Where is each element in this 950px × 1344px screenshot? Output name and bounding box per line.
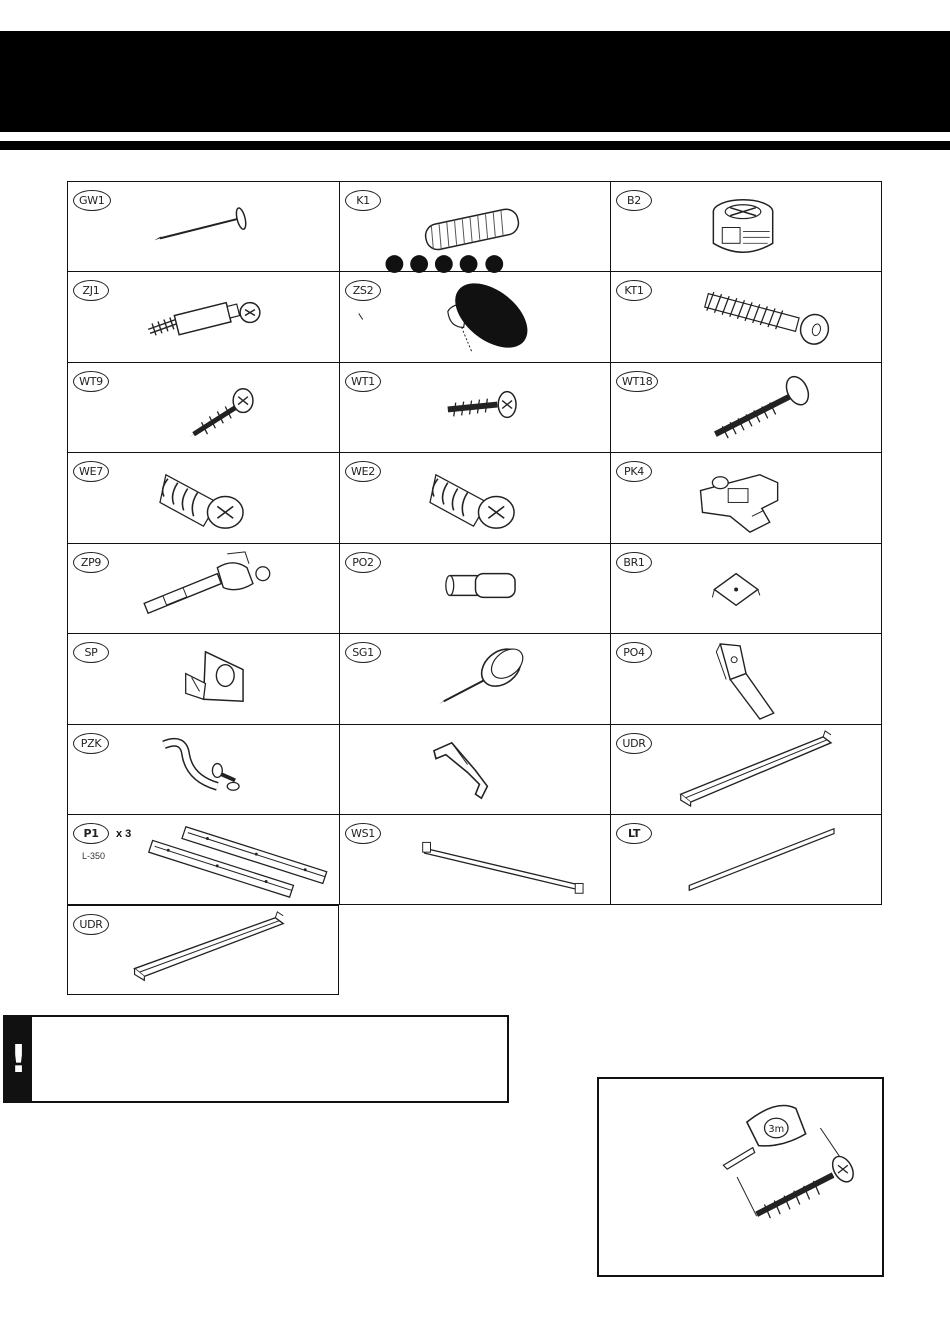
part-code: WE7: [73, 461, 109, 482]
corner-bracket-icon: [68, 634, 339, 724]
part-cell-pk4: [610, 452, 882, 543]
cover-cap-icon: [340, 272, 610, 362]
rail-icon: [611, 725, 881, 814]
part-code: PK4: [616, 461, 652, 482]
part-cell-pzk: [67, 724, 339, 814]
part-code: SG1: [345, 642, 381, 663]
handle-icon: [68, 725, 339, 814]
screw-icon: [340, 363, 610, 452]
part-cell-po4: [610, 633, 882, 724]
strip-icon: [611, 815, 881, 904]
rail-icon: [68, 906, 338, 994]
part-code: WT18: [616, 371, 658, 392]
part-cell-hex-key: [339, 724, 610, 814]
part-code: BR1: [616, 552, 652, 573]
euro-screw-icon: [68, 453, 339, 543]
part-code: WT1: [345, 371, 381, 392]
part-cell-zs2: [339, 271, 610, 362]
part-cell-sp: [67, 633, 339, 724]
tape-length-label: 3m: [768, 1123, 785, 1135]
nail-icon: [68, 182, 339, 271]
part-code: WT9: [73, 371, 109, 392]
glide-nail-icon: [340, 634, 610, 724]
warning-box: [3, 1015, 509, 1103]
confirmat-screw-icon: [611, 272, 881, 362]
parts-grid: [67, 181, 882, 995]
part-cell-zj1: [67, 271, 339, 362]
part-code: PO4: [616, 642, 652, 663]
dowel-icon: [340, 182, 610, 271]
part-code: KT1: [616, 280, 652, 301]
part-code: ZS2: [345, 280, 381, 301]
hanging-rail-icon: [340, 815, 610, 904]
header-rule: [0, 141, 950, 150]
part-code: SP: [73, 642, 109, 663]
quantity-label: x 3: [116, 828, 132, 840]
screw-icon: [68, 363, 339, 452]
part-cell-b2: [610, 181, 882, 271]
part-code: PO2: [345, 552, 381, 573]
exclamation-icon: !: [5, 1017, 32, 1101]
part-code: GW1: [73, 190, 111, 211]
part-cell-sg1: [339, 633, 610, 724]
screw-icon: [611, 363, 881, 452]
part-code: P1: [73, 823, 109, 844]
part-code: B2: [616, 190, 652, 211]
part-code: LT: [616, 823, 652, 844]
part-code: ZP9: [73, 552, 109, 573]
part-cell-br1: [610, 543, 882, 633]
part-cell-po2: [339, 543, 610, 633]
part-code: UDR: [616, 733, 652, 754]
part-code: UDR: [73, 914, 109, 935]
part-cell-we7: [67, 452, 339, 543]
drawer-slide-icon: [68, 815, 339, 904]
part-code: WS1: [345, 823, 381, 844]
euro-screw-icon: [340, 453, 610, 543]
part-cell-udr-b: [67, 905, 339, 995]
bracket-icon: [611, 544, 881, 633]
part-code: WE2: [345, 461, 381, 482]
hinge-icon: [68, 544, 339, 633]
part-cell-lt: [610, 814, 882, 905]
part-cell-wt18: [610, 362, 882, 452]
part-cell-zp9: [67, 543, 339, 633]
part-cell-k1: [339, 181, 610, 271]
part-cell-gw1: [67, 181, 339, 271]
part-cell-wt1: [339, 362, 610, 452]
part-cell-kt1: [610, 271, 882, 362]
tools-box: [597, 1077, 884, 1277]
part-cell-p1: [67, 814, 339, 905]
shelf-pin-icon: [340, 544, 610, 633]
part-code: ZJ1: [73, 280, 109, 301]
hinge-plate-icon: [611, 453, 881, 543]
hex-key-icon: [340, 725, 610, 814]
part-code: K1: [345, 190, 381, 211]
part-cell-we2: [339, 452, 610, 543]
part-cell-udr-a: [610, 724, 882, 814]
connector-bolt-icon: [68, 272, 339, 362]
part-cell-wt9: [67, 362, 339, 452]
cam-lock-icon: [611, 182, 881, 271]
header-band: [0, 31, 950, 132]
angle-bracket-icon: [611, 634, 881, 724]
length-note: L-350: [82, 851, 106, 861]
screwdriver-screw-icon: [599, 1079, 882, 1275]
part-code: PZK: [73, 733, 109, 754]
part-cell-ws1: [339, 814, 610, 905]
